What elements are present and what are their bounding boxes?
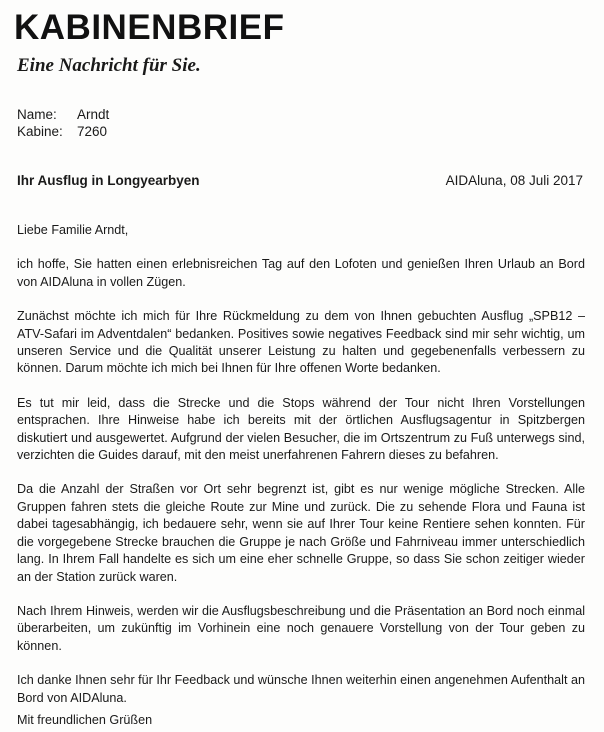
body-paragraph: Es tut mir leid, dass die Strecke und die Stops während der Tour nicht Ihren Vorstellungen entsprachen. Ihre Hinweise habe ich bereits mit der örtlichen Ausflugsagentur in Spitzbergen diskutiert und ausgewertet. Aufgrund der vielen Besucher, die im Ortszentrum zu Fuß unterwegs sind, verzichten die Guides darauf, mit den meist unerfahrenen Fahrern dieses zu befahren. [17, 395, 585, 463]
body-paragraph: Da die Anzahl der Straßen vor Ort sehr begrenzt ist, gibt es nur wenige mögliche Strecken. Alle Gruppen fahren stets die gleiche Route zur Mine und zurück. Die zu sehende Flora und Fauna ist dabei tagesabhängig, ich bedauere sehr, wenn sie auf Ihrer Tour keine Rentiere sehen konnten. Für die vorgegebene Strecke brauchen die Gruppe je nach Größe und Fahrniveau immer unterschiedlich lang. In Ihrem Fall handelte es sich um eine eher schnelle Gruppe, so dass Sie schon zeitiger wieder an der Station zurück waren. [17, 482, 585, 584]
recipient-name-row [17, 106, 109, 123]
recipient-cabin-row [17, 123, 109, 140]
cabin-value: 7260 [77, 124, 108, 139]
document-subtitle: Eine Nachricht für Sie. [17, 55, 201, 76]
subject-line [17, 172, 583, 189]
name-label: Name: [17, 107, 57, 122]
body-paragraph: ich hoffe, Sie hatten einen erlebnisreichen Tag auf den Lofoten und genießen Ihren Urlaub an Bord von AIDAluna in vollen Zügen. [17, 257, 585, 289]
recipient-block [17, 106, 109, 140]
cabin-label: Kabine: [17, 124, 63, 139]
document-title: KABINENBRIEF [14, 8, 285, 47]
body-paragraph: Nach Ihrem Hinweis, werden wir die Ausflugsbeschreibung und die Präsentation an Bord noch einmal überarbeiten, um zukünftig im Vorhinein eine noch genauere Vorstellung von der Tour geben zu können. [17, 603, 585, 653]
closing-greeting: Mit freundlichen Grüßen [17, 713, 153, 727]
place-date: AIDAluna, 08 Juli 2017 [445, 173, 583, 188]
salutation: Liebe Familie Arndt, [17, 223, 129, 237]
letter-subject: Ihr Ausflug in Longyearbyen [17, 173, 200, 188]
body-paragraph: Zunächst möchte ich mich für Ihre Rückmeldung zu dem von Ihnen gebuchten Ausflug „SPB12 – ATV-Safari im Adventdalen“ bedanken. Positives sowie negatives Feedback sind mir sehr wichtig, um unseren Service und die Qualität unserer Leistung zu halten und gegebenenfalls verbessern zu können. Darum möchte ich mich bei Ihnen für Ihre offenen Worte bedanken. [17, 309, 585, 376]
letter-body [17, 222, 585, 724]
body-paragraph: Ich danke Ihnen sehr für Ihr Feedback und wünsche Ihnen weiterhin einen angenehmen Aufenthalt an Bord von AIDAluna. [17, 673, 585, 705]
name-value: Arndt [77, 107, 110, 122]
